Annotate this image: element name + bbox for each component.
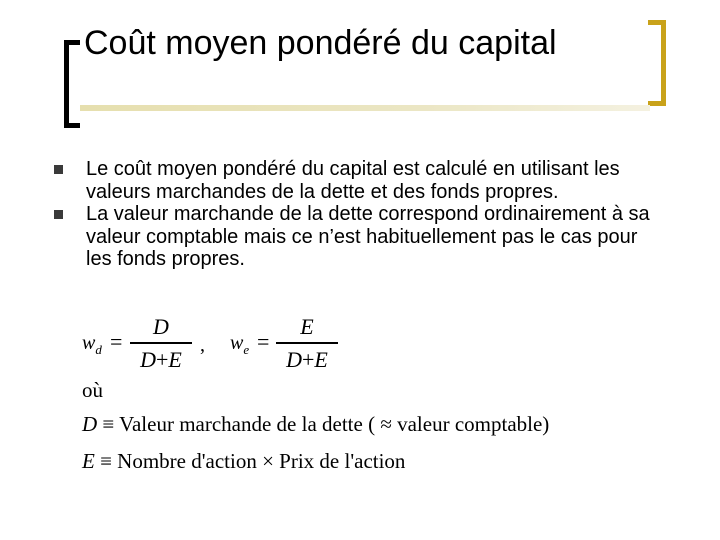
fraction-bar <box>276 342 338 344</box>
right-bracket-decoration <box>648 20 666 106</box>
slide-title: Coût moyen pondéré du capital <box>84 24 557 62</box>
we-subscript: e <box>243 342 250 357</box>
we-variable <box>230 332 249 358</box>
definition-e-text: ≡ Nombre d'action × Prix de l'action <box>100 449 406 473</box>
definition-d-symbol: D <box>82 412 98 436</box>
we-fraction <box>276 314 338 373</box>
den-left: D <box>140 346 156 372</box>
we-letter: w <box>230 332 244 354</box>
wd-equals: = <box>110 329 123 354</box>
den-plus: + <box>302 346 315 372</box>
bullet-text-part: de la dette et des fonds propres. <box>266 180 559 203</box>
formula-separator: , <box>200 334 205 356</box>
we-numerator: E <box>300 314 314 339</box>
bullet-list <box>54 158 654 271</box>
square-bullet-icon <box>54 210 63 219</box>
bullet-text-emphasis: valeurs marchandes <box>86 180 267 203</box>
wd-fraction <box>130 314 192 373</box>
title-underline-bar <box>80 105 650 111</box>
den-right: E <box>314 346 328 372</box>
formula-area <box>80 312 640 492</box>
definition-e-symbol: E <box>82 449 95 473</box>
definition-e <box>82 449 405 474</box>
we-denominator <box>276 347 338 373</box>
wd-variable <box>82 332 102 358</box>
den-left: D <box>286 346 302 372</box>
bullet-text: La valeur marchande de la dette correspond ordinairement à sa valeur comptable mais ce n’est habituellement pas le cas pour les fonds propres. <box>86 203 650 270</box>
wd-numerator: D <box>153 314 169 339</box>
den-plus: + <box>156 346 169 372</box>
den-right: E <box>168 346 182 372</box>
bullet-item-market-values <box>54 158 654 203</box>
we-equals: = <box>257 329 270 354</box>
fraction-bar <box>130 342 192 344</box>
wd-letter: w <box>82 332 96 354</box>
square-bullet-icon <box>54 165 63 174</box>
left-bracket-decoration <box>64 40 80 128</box>
bullet-text-part: Le coût moyen pondéré du capital est calculé en utilisant les <box>86 158 620 180</box>
wd-denominator <box>130 347 192 373</box>
definition-d <box>82 412 549 437</box>
bullet-item-debt-value <box>54 203 654 271</box>
wd-subscript: d <box>95 342 102 357</box>
definition-d-text: ≡ Valeur marchande de la dette ( ≈ valeur comptable) <box>102 412 550 436</box>
where-label: où <box>82 378 103 402</box>
